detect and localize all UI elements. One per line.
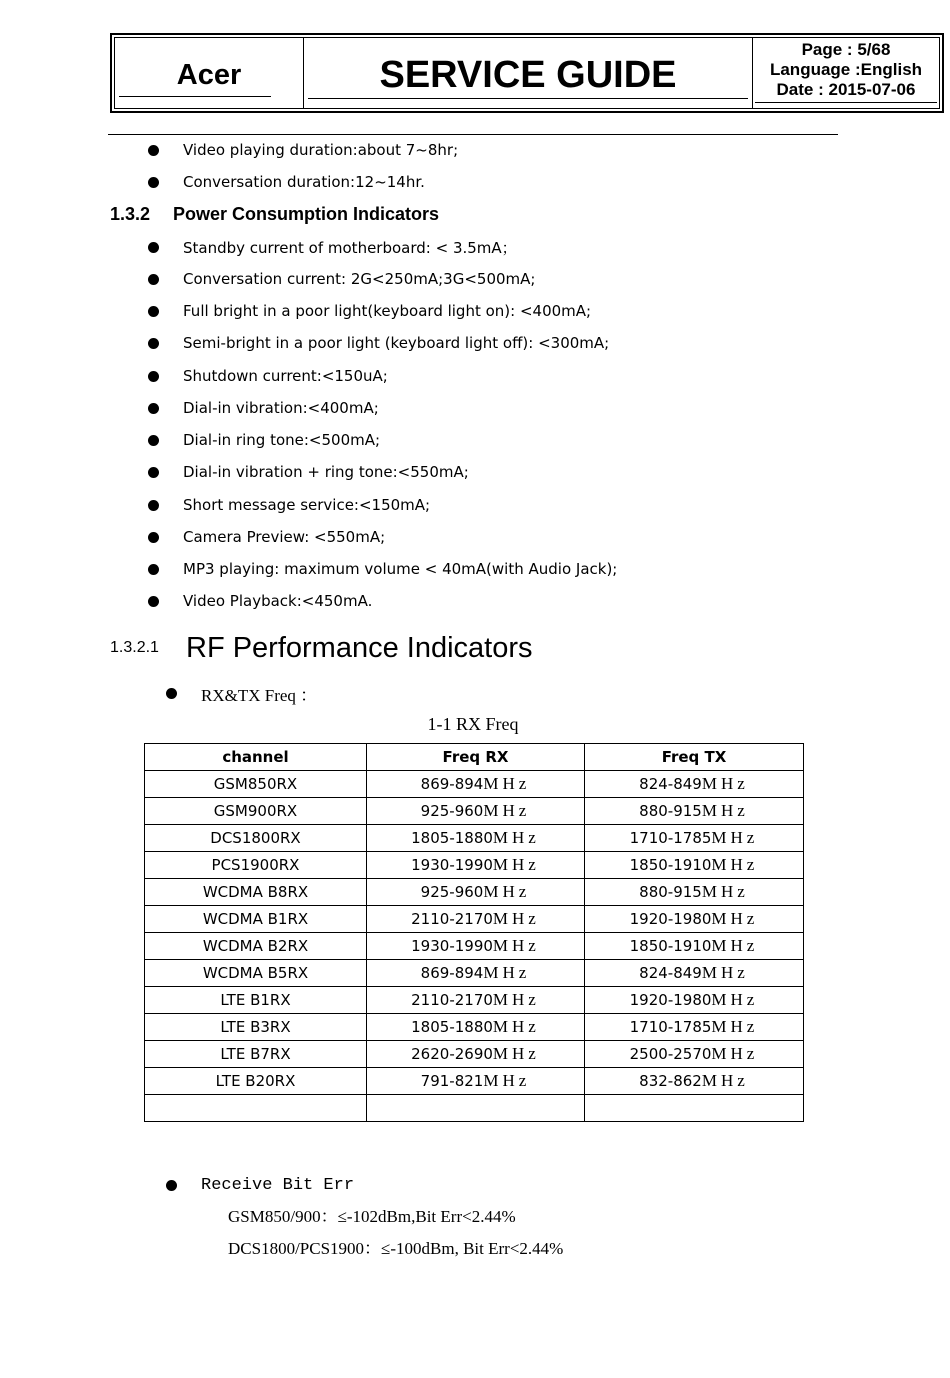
cell-value: LTE B3RX [220, 1018, 291, 1036]
channel-cell [145, 933, 367, 960]
list-item [148, 362, 388, 390]
freq-tx-cell [585, 879, 804, 906]
list-item [148, 587, 372, 615]
bullet-dot [166, 688, 177, 699]
document-header [110, 33, 944, 113]
cell-value: 791-821 [420, 1072, 484, 1090]
cell-value: 1710-1785 [629, 1018, 712, 1036]
column-header-channel: channel [145, 744, 367, 771]
list-item-text: Semi-bright in a poor light (keyboard light off): <300mA; [183, 334, 610, 352]
freq-tx-cell [585, 771, 804, 798]
cell-value: 824-849 [639, 775, 702, 793]
header-meta [753, 40, 939, 100]
freq-rx-cell [367, 1014, 585, 1041]
unit-label: MHz [701, 963, 749, 982]
bit-err-line-dcs: DCS1800/PCS1900：≤-100dBm, Bit Err<2.44% [228, 1239, 564, 1258]
list-item-text: Video Playback:<450mA. [183, 592, 373, 610]
cell-value: 880-915 [639, 883, 702, 901]
table-row [145, 879, 804, 906]
list-item [148, 426, 380, 454]
list-item-text: Standby current of motherboard: < 3.5mA； [183, 238, 517, 257]
list-item-text: Dial-in vibration:<400mA; [183, 399, 379, 417]
unit-label: MHz [483, 1071, 531, 1090]
column-header-freq-rx: Freq RX [367, 744, 585, 771]
header-inner-frame [114, 37, 940, 109]
list-item-text: Conversation current: 2G<250mA;3G<500mA; [183, 270, 536, 288]
bullet-dot [148, 564, 159, 575]
cell-value: DCS1800RX [210, 829, 301, 847]
freq-tx-cell [585, 852, 804, 879]
list-item-text: Receive Bit Err [201, 1175, 355, 1195]
section-number: 1.3.2.1 [110, 639, 159, 656]
freq-rx-cell [367, 906, 585, 933]
channel-cell [145, 960, 367, 987]
table-header-row [145, 744, 804, 771]
section-heading-1-3-2-1 [110, 628, 533, 668]
freq-rx-cell [367, 987, 585, 1014]
list-item-text: RX&TX Freq ： [201, 685, 318, 705]
unit-label: MHz [483, 882, 531, 901]
cell-value: GSM900RX [213, 802, 298, 820]
unit-label: MHz [492, 1044, 540, 1063]
cell-value: 925-960 [420, 883, 484, 901]
header-title-cell [304, 38, 753, 108]
header-brand-cell [115, 38, 304, 108]
list-item [148, 297, 591, 325]
bullet-dot [148, 145, 159, 156]
list-item [148, 491, 430, 519]
cell-value: 925-960 [420, 802, 484, 820]
freq-rx-cell [367, 825, 585, 852]
column-header-freq-tx: Freq TX [585, 744, 804, 771]
list-item [166, 1171, 354, 1199]
table-row [145, 852, 804, 879]
table-row [145, 960, 804, 987]
unit-label: MHz [711, 1017, 759, 1036]
list-item-text: Shutdown current:<150uA; [183, 367, 388, 385]
cell-value: WCDMA B1RX [202, 910, 309, 928]
cell-value: 1930-1990 [411, 856, 493, 874]
table-row [145, 825, 804, 852]
cell-value: 869-894 [420, 964, 484, 982]
cell-value: GSM850RX [213, 775, 298, 793]
unit-label: MHz [711, 855, 759, 874]
unit-label: MHz [492, 909, 540, 928]
list-item [148, 265, 535, 293]
channel-cell [145, 906, 367, 933]
freq-tx-cell [585, 933, 804, 960]
unit-label: MHz [492, 1017, 540, 1036]
channel-cell [145, 825, 367, 852]
freq-tx-cell [585, 798, 804, 825]
bullet-dot [148, 467, 159, 478]
table-caption: 1-1 RX Freq [427, 714, 519, 734]
bullet-dot [148, 371, 159, 382]
channel-cell [145, 879, 367, 906]
cell-value: 2110-2170 [411, 991, 493, 1009]
document-date: Date : 2015-07-06 [776, 80, 916, 99]
brand-underline [119, 96, 271, 97]
rx-tx-frequency-table [144, 743, 804, 1122]
unit-label: MHz [492, 990, 540, 1009]
cell-value: 1805-1880 [411, 829, 493, 847]
list-item [148, 233, 517, 261]
unit-label: MHz [711, 936, 759, 955]
cell-value: 1850-1910 [629, 937, 712, 955]
page-number: Page : 5/68 [801, 40, 891, 59]
cell-value: 1850-1910 [629, 856, 712, 874]
list-item [148, 136, 458, 164]
table-row [145, 906, 804, 933]
unit-label: MHz [492, 855, 540, 874]
bullet-dot [148, 500, 159, 511]
cell-value: WCDMA B2RX [202, 937, 309, 955]
cell-value: LTE B20RX [215, 1072, 296, 1090]
header-rule [108, 134, 838, 135]
meta-underline [755, 102, 937, 103]
title-underline [308, 98, 748, 99]
table-row [145, 798, 804, 825]
bullet-dot [148, 242, 159, 253]
freq-rx-cell [367, 879, 585, 906]
section-title: Power Consumption Indicators [173, 204, 440, 224]
unit-label: MHz [711, 1044, 759, 1063]
list-item-text: Video playing duration:about 7~8hr; [183, 141, 459, 159]
channel-cell [145, 1041, 367, 1068]
unit-label: MHz [711, 990, 759, 1009]
freq-tx-cell [585, 825, 804, 852]
unit-label: MHz [701, 882, 749, 901]
unit-label: MHz [492, 828, 540, 847]
cell-value: 832-862 [639, 1072, 702, 1090]
list-item-text: Short message service:<150mA; [183, 496, 431, 514]
list-item [148, 168, 425, 196]
cell-value: 824-849 [639, 964, 702, 982]
freq-tx-cell [585, 906, 804, 933]
list-item-text: Conversation duration:12~14hr. [183, 173, 425, 191]
freq-tx-cell [585, 1014, 804, 1041]
freq-rx-cell [367, 1041, 585, 1068]
freq-tx-cell [585, 960, 804, 987]
bullet-dot [148, 403, 159, 414]
freq-tx-cell [585, 987, 804, 1014]
cell-value: PCS1900RX [211, 856, 300, 874]
cell-value: 1710-1785 [629, 829, 712, 847]
bullet-dot [148, 306, 159, 317]
channel-cell [145, 852, 367, 879]
list-item-text: MP3 playing: maximum volume < 40mA(with Audio Jack); [183, 560, 618, 578]
unit-label: MHz [701, 774, 749, 793]
cell-value: 2500-2570 [629, 1045, 712, 1063]
bullet-dot [166, 1180, 177, 1191]
bullet-dot [148, 532, 159, 543]
table-body [145, 771, 804, 1122]
list-item [148, 458, 469, 486]
empty-cell [367, 1095, 585, 1122]
cell-value: 869-894 [420, 775, 484, 793]
list-item [148, 329, 609, 357]
empty-cell [585, 1095, 804, 1122]
channel-cell [145, 987, 367, 1014]
bit-err-line-gsm: GSM850/900：≤-102dBm,Bit Err<2.44% [228, 1207, 516, 1226]
table-row [145, 933, 804, 960]
freq-rx-cell [367, 933, 585, 960]
cell-value: WCDMA B5RX [202, 964, 309, 982]
document-title: SERVICE GUIDE [379, 54, 677, 96]
cell-value: WCDMA B8RX [202, 883, 309, 901]
freq-tx-cell [585, 1041, 804, 1068]
bullet-dot [148, 274, 159, 285]
cell-value: 2110-2170 [411, 910, 493, 928]
cell-value: LTE B1RX [220, 991, 291, 1009]
list-item [166, 679, 317, 707]
freq-rx-cell [367, 798, 585, 825]
freq-rx-cell [367, 1068, 585, 1095]
cell-value: 2620-2690 [411, 1045, 493, 1063]
list-item-text: Full bright in a poor light(keyboard light on): <400mA; [183, 302, 592, 320]
header-meta-cell [753, 38, 939, 108]
unit-label: MHz [483, 963, 531, 982]
list-item [148, 523, 385, 551]
list-item-text: Dial-in ring tone:<500mA; [183, 431, 381, 449]
table-row [145, 771, 804, 798]
freq-rx-cell [367, 771, 585, 798]
table-row [145, 1041, 804, 1068]
cell-value: 1920-1980 [629, 991, 712, 1009]
table-row [145, 1014, 804, 1041]
table-row-empty [145, 1095, 804, 1122]
unit-label: MHz [701, 1071, 749, 1090]
table-row [145, 987, 804, 1014]
channel-cell [145, 1068, 367, 1095]
list-item-text: Dial-in vibration + ring tone:<550mA; [183, 463, 469, 481]
unit-label: MHz [492, 936, 540, 955]
cell-value: 1930-1990 [411, 937, 493, 955]
section-number: 1.3.2 [110, 204, 151, 224]
bullet-dot [148, 435, 159, 446]
unit-label: MHz [483, 801, 531, 820]
list-item [148, 394, 379, 422]
channel-cell [145, 798, 367, 825]
section-title: RF Performance Indicators [186, 631, 533, 664]
cell-value: 880-915 [639, 802, 702, 820]
freq-rx-cell [367, 852, 585, 879]
unit-label: MHz [711, 828, 759, 847]
bullet-dot [148, 596, 159, 607]
unit-label: MHz [701, 801, 749, 820]
list-item-text: Camera Preview: <550mA; [183, 528, 386, 546]
brand-name: Acer [176, 59, 242, 91]
cell-value: 1805-1880 [411, 1018, 493, 1036]
unit-label: MHz [711, 909, 759, 928]
freq-rx-cell [367, 960, 585, 987]
list-item [148, 555, 617, 583]
cell-value: LTE B7RX [220, 1045, 291, 1063]
freq-tx-cell [585, 1068, 804, 1095]
unit-label: MHz [483, 774, 531, 793]
bullet-dot [148, 177, 159, 188]
section-heading-1-3-2 [110, 202, 439, 226]
empty-cell [145, 1095, 367, 1122]
channel-cell [145, 1014, 367, 1041]
cell-value: 1920-1980 [629, 910, 712, 928]
table-row [145, 1068, 804, 1095]
channel-cell [145, 771, 367, 798]
bullet-dot [148, 338, 159, 349]
document-language: Language :English [769, 60, 923, 79]
